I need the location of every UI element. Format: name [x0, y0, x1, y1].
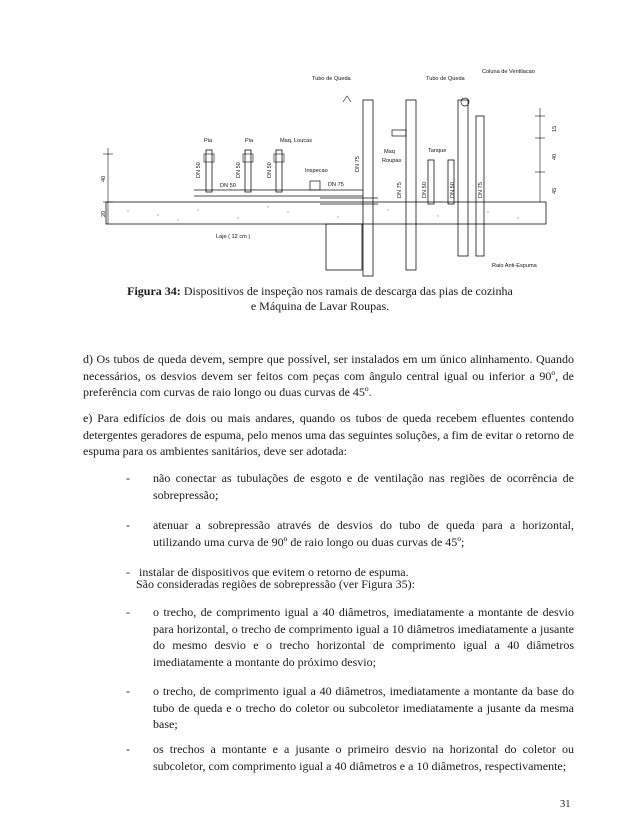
tubo-queda-label-2: Tubo de Queda: [426, 76, 465, 82]
maq-roupas-label-1: Maq: [384, 149, 395, 155]
dn75-right-label-2: DN 75: [478, 182, 484, 198]
region-item-3: [126, 741, 574, 774]
solution-text-1: não conectar as tubulações de esgoto e de ventilação nas regiões de ocorrência de sobrepressão;: [153, 471, 574, 502]
caption-line-2: e Máquina de Lavar Roupas.: [250, 299, 390, 313]
paragraph-d: d) Os tubos de queda devem, sempre que possível, ser instalados em um único alinhamento. Quando necessários, os desvios devem ser feitos com peças com ângulo central igual ou inferior a 90º, de preferência com curvas de raio longo ou duas curvas de 45º.: [83, 352, 574, 399]
dn50-label-b: DN 50: [236, 162, 242, 178]
region-text-3: os trechos a montante e a jusante o primeiro desvio na horizontal do coletor ou subcoletor, com comprimento igual a 40 diâmetros e a 10 diâmetros, respectivamente;: [153, 742, 574, 773]
slab: [106, 202, 546, 224]
maq-roupas-label-2: Roupas: [382, 158, 402, 164]
coluna-ventilacao-label: Coluna de Ventilacao: [482, 69, 535, 75]
pia-label-1: Pia: [204, 138, 213, 144]
plumbing-figure: [88, 60, 558, 278]
paragraph-e: e) Para edifícios de dois ou mais andares, quando os tubos de queda recebem efluentes contendo detergentes geradores de espuma, pelo menos uma das seguintes soluções, a fim de evitar o retorno de espuma para os ambientes sanitários, deve ser adotada:: [83, 411, 574, 458]
bullet-dash: -: [126, 565, 130, 579]
dim-15-label: 15: [552, 125, 558, 132]
bullet-dash: -: [126, 605, 130, 619]
dn50-label-a: DN 50: [196, 162, 202, 178]
solution-item-2: [126, 517, 574, 550]
dn75-horizontal-label: DN 75: [328, 182, 344, 188]
laje-label: Laje ( 12 cm ): [216, 234, 251, 240]
inspecao-label: Inspecao: [305, 168, 328, 174]
dn50-right-label-1: DN 50: [422, 182, 428, 198]
bullet-dash: -: [126, 518, 130, 532]
figure-caption: [80, 284, 560, 314]
page-number: 31: [560, 799, 571, 810]
dim-20-label: 20: [101, 210, 107, 217]
dn50-label-c: DN 50: [267, 162, 273, 178]
solution-item-1: [126, 470, 574, 503]
dim-45-label: 45: [552, 187, 558, 194]
raio-anti-espuma-label: Raio Anti-Espuma: [492, 263, 537, 269]
solution-text-2: atenuar a sobrepressão através de desvios do tubo de queda para a horizontal, utilizando uma curva de 90º de raio longo ou duas curvas de 45º;: [153, 518, 574, 549]
region-item-1: [126, 604, 574, 670]
bullet-dash: -: [126, 471, 130, 485]
caption-label: Figura 34:: [127, 284, 181, 298]
beam: [326, 224, 362, 270]
bullet-dash: -: [126, 742, 130, 756]
bullet-dash: -: [126, 684, 130, 698]
region-item-2: [126, 683, 574, 733]
pia-label-2: Pia: [245, 138, 254, 144]
dn75-right-label-1: DN 75: [397, 182, 403, 198]
dim-40-label: 40: [101, 175, 107, 182]
solution-text-3: instalar de dispositivos que evitem o retorno de espuma.: [139, 565, 409, 579]
caption-line-1: Dispositivos de inspeção nos ramais de descarga das pias de cozinha: [180, 284, 513, 298]
region-text-1: o trecho, de comprimento igual a 40 diâmetros, imediatamente a montante de desvio para horizontal, o trecho de comprimento igual a 10 diâmetros imediatamente a jusante do mesmo desvio e o trecho horizontal de comprimento igual a 40 diâmetros imediatamente a montante do próximo desvio;: [153, 605, 574, 669]
maq-loucas-label: Maq. Loucas: [280, 138, 313, 144]
dn75-vertical-label: DN 75: [355, 156, 361, 172]
dn50-right-label-2: DN 50: [450, 182, 456, 198]
region-text-2: o trecho, de comprimento igual a 40 diâmetros, imediatamente a montante da base do tubo de queda e o trecho do coletor ou subcoletor imediatamente a jusante da mesma base;: [153, 684, 574, 731]
dim-40r-label: 40: [552, 153, 558, 160]
tanque-label: Tanque: [428, 148, 447, 154]
tubo-queda-label-1: Tubo de Queda: [312, 76, 351, 82]
dn50-horizontal-label: DN 50: [220, 183, 236, 189]
regions-intro: São consideradas regiões de sobrepressão (ver Figura 35):: [136, 577, 415, 591]
